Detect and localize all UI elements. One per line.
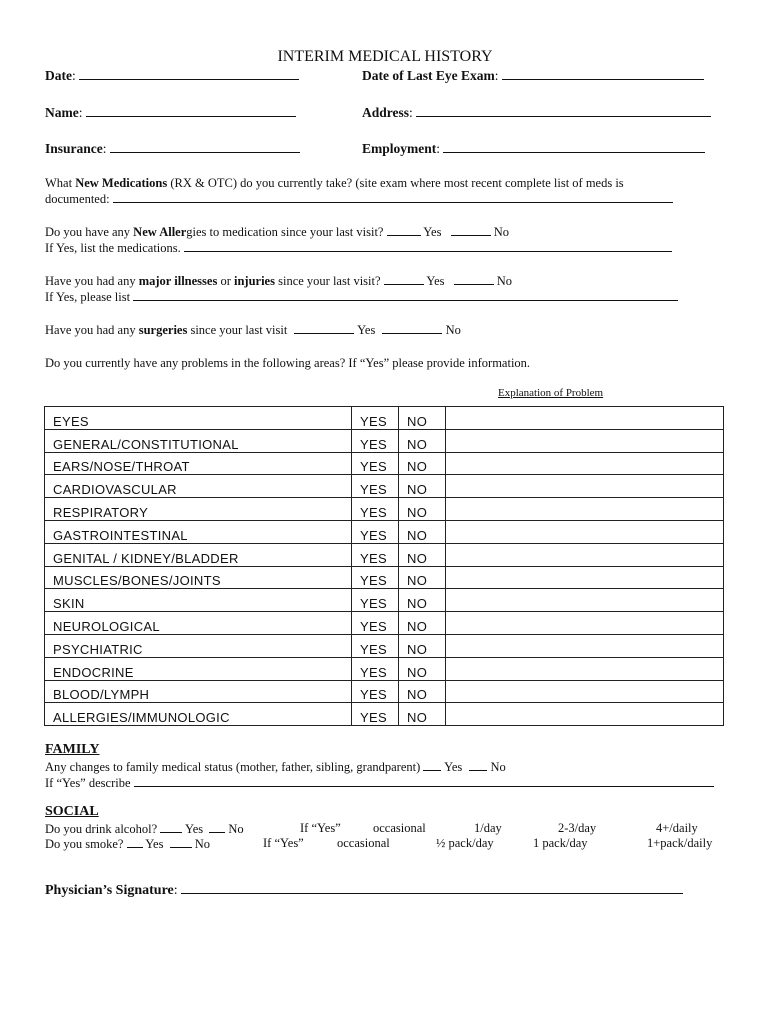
problem-explanation-cell[interactable] xyxy=(446,589,724,612)
table-row xyxy=(45,429,724,452)
problem-no-option[interactable]: NO xyxy=(399,498,446,521)
smoke-yes-blank[interactable] xyxy=(127,836,143,848)
problem-yes-option[interactable]: YES xyxy=(352,703,399,726)
table-row xyxy=(45,589,724,612)
table-row xyxy=(45,475,724,498)
last-eye-exam-label: Date of Last Eye Exam xyxy=(362,68,495,83)
problem-yes-option[interactable]: YES xyxy=(352,634,399,657)
problem-explanation-cell[interactable] xyxy=(446,612,724,635)
meds-blank[interactable] xyxy=(113,191,673,203)
problem-no-option[interactable]: NO xyxy=(399,543,446,566)
problem-no-option[interactable]: NO xyxy=(399,703,446,726)
allergy-list-blank[interactable] xyxy=(184,240,672,252)
name-field[interactable]: Name: xyxy=(45,105,296,121)
family-yes-label: Yes xyxy=(444,760,463,774)
illness-yes-label: Yes xyxy=(426,274,445,288)
alcohol-yes-blank[interactable] xyxy=(160,821,182,833)
illness-question xyxy=(45,273,678,305)
explanation-header: Explanation of Problem xyxy=(498,387,604,399)
table-row xyxy=(45,452,724,475)
problem-no-option[interactable]: NO xyxy=(399,475,446,498)
name-label: Name xyxy=(45,105,79,120)
problem-explanation-cell[interactable] xyxy=(446,407,724,430)
table-row xyxy=(45,634,724,657)
table-row xyxy=(45,543,724,566)
date-label: Date xyxy=(45,68,72,83)
meds-text: What xyxy=(45,176,76,190)
allergy-list-label: If Yes, list the medications. xyxy=(45,241,184,255)
problem-yes-option[interactable]: YES xyxy=(352,657,399,680)
allergy-yes-label: Yes xyxy=(423,225,442,239)
surgery-yes-blank[interactable] xyxy=(294,322,354,334)
illness-list-label: If Yes, please list xyxy=(45,290,134,304)
problem-area-label: RESPIRATORY xyxy=(45,498,352,521)
last-eye-exam-blank[interactable] xyxy=(502,68,704,80)
smoke-option-occasional[interactable]: occasional xyxy=(337,836,390,850)
social-heading: SOCIAL xyxy=(45,804,99,819)
problem-area-label: EYES xyxy=(45,407,352,430)
alcohol-option-occasional[interactable]: occasional xyxy=(373,821,426,835)
alcohol-no-blank[interactable] xyxy=(209,821,225,833)
family-yes-blank[interactable] xyxy=(423,759,441,771)
table-row xyxy=(45,657,724,680)
problem-explanation-cell[interactable] xyxy=(446,452,724,475)
smoke-no-label: No xyxy=(194,837,210,851)
problem-explanation-cell[interactable] xyxy=(446,498,724,521)
surgery-text: Have you had any xyxy=(45,323,139,337)
surgery-question xyxy=(45,322,461,338)
problem-area-label: EARS/NOSE/THROAT xyxy=(45,452,352,475)
smoke-no-blank[interactable] xyxy=(170,836,192,848)
problem-area-label: NEUROLOGICAL xyxy=(45,612,352,635)
problem-area-label: GASTROINTESTINAL xyxy=(45,520,352,543)
family-no-label: No xyxy=(490,760,506,774)
problem-yes-option[interactable]: YES xyxy=(352,543,399,566)
problems-table xyxy=(44,406,724,726)
illness-text-mid: or xyxy=(217,274,234,288)
alcohol-label: Do you drink alcohol? xyxy=(45,822,158,836)
problem-no-option[interactable]: NO xyxy=(399,520,446,543)
problem-no-option[interactable]: NO xyxy=(399,657,446,680)
problem-yes-option[interactable]: YES xyxy=(352,680,399,703)
alcohol-question xyxy=(45,821,244,837)
smoke-option-1plus-pack[interactable]: 1+pack/daily xyxy=(647,836,713,850)
problem-yes-option[interactable]: YES xyxy=(352,612,399,635)
table-row xyxy=(45,566,724,589)
signature-field[interactable]: Physician’s Signature: xyxy=(45,882,683,899)
problem-area-label: ENDOCRINE xyxy=(45,657,352,680)
alcohol-option-4-daily[interactable]: 4+/daily xyxy=(656,821,698,835)
problem-yes-option[interactable]: YES xyxy=(352,475,399,498)
problem-explanation-cell[interactable] xyxy=(446,543,724,566)
name-blank[interactable] xyxy=(86,105,296,117)
problem-yes-option[interactable]: YES xyxy=(352,429,399,452)
meds-text-post: (RX & OTC) do you currently take? (site exam where most recent complete list of meds is xyxy=(167,176,624,190)
problem-explanation-cell[interactable] xyxy=(446,680,724,703)
meds-documented-label: documented: xyxy=(45,192,113,206)
problem-no-option[interactable]: NO xyxy=(399,566,446,589)
illness-bold-1: major illnesses xyxy=(138,274,218,288)
table-row xyxy=(45,520,724,543)
employment-blank[interactable] xyxy=(443,141,705,153)
problem-area-label: GENERAL/CONSTITUTIONAL xyxy=(45,429,352,452)
problem-area-label: CARDIOVASCULAR xyxy=(45,475,352,498)
surgery-no-label: No xyxy=(445,323,461,337)
surgery-yes-label: Yes xyxy=(357,323,376,337)
family-describe-label: If “Yes” describe xyxy=(45,776,134,790)
family-describe-blank[interactable] xyxy=(134,775,714,787)
illness-list-blank[interactable] xyxy=(133,289,678,301)
smoke-question xyxy=(45,836,210,852)
family-no-blank[interactable] xyxy=(469,759,487,771)
illness-text-post: since your last visit? xyxy=(274,274,381,288)
medications-question xyxy=(45,175,673,207)
problem-area-label: SKIN xyxy=(45,589,352,612)
problem-explanation-cell[interactable] xyxy=(446,657,724,680)
problems-intro: Do you currently have any problems in the following areas? If “Yes” please provide information. xyxy=(45,356,531,370)
last-eye-exam-field[interactable]: Date of Last Eye Exam: xyxy=(362,68,704,84)
problem-no-option[interactable]: NO xyxy=(399,612,446,635)
meds-bold: New Medications xyxy=(75,176,168,190)
illness-text: Have you had any xyxy=(45,274,139,288)
family-question xyxy=(45,759,714,791)
insurance-field[interactable]: Insurance: xyxy=(45,141,300,157)
problem-yes-option[interactable]: YES xyxy=(352,407,399,430)
problem-explanation-cell[interactable] xyxy=(446,566,724,589)
allergy-text-post: gies to medication since your last visit? xyxy=(186,225,384,239)
illness-no-blank[interactable] xyxy=(454,273,494,285)
alcohol-no-label: No xyxy=(228,822,244,836)
smoke-if-yes: If “Yes” xyxy=(263,836,304,850)
problem-area-label: PSYCHIATRIC xyxy=(45,634,352,657)
alcohol-yes-label: Yes xyxy=(184,822,204,836)
problem-yes-option[interactable]: YES xyxy=(352,520,399,543)
date-field[interactable]: Date: xyxy=(45,68,299,84)
problem-explanation-cell[interactable] xyxy=(446,429,724,452)
illness-bold-2: injuries xyxy=(234,274,275,288)
table-row xyxy=(45,612,724,635)
problem-yes-option[interactable]: YES xyxy=(352,566,399,589)
alcohol-if-yes: If “Yes” xyxy=(300,821,341,835)
table-row xyxy=(45,498,724,521)
insurance-blank[interactable] xyxy=(110,141,300,153)
smoke-label: Do you smoke? xyxy=(45,837,124,851)
table-row xyxy=(45,703,724,726)
allergy-text: Do you have any xyxy=(45,225,134,239)
alcohol-option-2-3-day[interactable]: 2-3/day xyxy=(558,821,597,835)
employment-field[interactable]: Employment: xyxy=(362,141,705,157)
employment-label: Employment xyxy=(362,141,437,156)
problem-area-label: ALLERGIES/IMMUNOLOGIC xyxy=(45,703,352,726)
smoke-option-1-pack[interactable]: 1 pack/day xyxy=(533,836,588,850)
surgery-no-blank[interactable] xyxy=(382,322,442,334)
problem-area-label: MUSCLES/BONES/JOINTS xyxy=(45,566,352,589)
smoke-yes-label: Yes xyxy=(145,837,164,851)
signature-label: Physician’s Signature xyxy=(45,883,174,898)
address-field[interactable]: Address: xyxy=(362,105,711,121)
allergy-no-label: No xyxy=(493,225,509,239)
problem-yes-option[interactable]: YES xyxy=(352,589,399,612)
date-blank[interactable] xyxy=(79,68,299,80)
illness-no-label: No xyxy=(496,274,513,288)
problem-no-option[interactable]: NO xyxy=(399,634,446,657)
family-text: Any changes to family medical status (mother, father, sibling, grandparent) xyxy=(45,760,421,774)
problem-explanation-cell[interactable] xyxy=(446,520,724,543)
problem-no-option[interactable]: NO xyxy=(399,589,446,612)
table-row xyxy=(45,407,724,430)
problem-explanation-cell[interactable] xyxy=(446,634,724,657)
allergies-question xyxy=(45,224,672,256)
smoke-option-half-pack[interactable]: ½ pack/day xyxy=(436,836,494,850)
problem-no-option[interactable]: NO xyxy=(399,680,446,703)
insurance-label: Insurance xyxy=(45,141,103,156)
surgery-bold: surgeries xyxy=(138,323,188,337)
table-row xyxy=(45,680,724,703)
problem-yes-option[interactable]: YES xyxy=(352,498,399,521)
surgery-text-post: since your last visit xyxy=(187,323,288,337)
problem-no-option[interactable]: NO xyxy=(399,407,446,430)
family-heading: FAMILY xyxy=(45,742,100,757)
problem-no-option[interactable]: NO xyxy=(399,429,446,452)
problem-explanation-cell[interactable] xyxy=(446,475,724,498)
address-blank[interactable] xyxy=(416,105,711,117)
alcohol-option-1-day[interactable]: 1/day xyxy=(474,821,502,835)
problem-yes-option[interactable]: YES xyxy=(352,452,399,475)
form-title: INTERIM MEDICAL HISTORY xyxy=(277,48,493,65)
allergy-no-blank[interactable] xyxy=(451,224,491,236)
signature-blank[interactable] xyxy=(181,882,683,894)
problems-table-body xyxy=(45,407,724,726)
illness-yes-blank[interactable] xyxy=(384,273,424,285)
allergy-bold: New Aller xyxy=(133,225,187,239)
problem-no-option[interactable]: NO xyxy=(399,452,446,475)
problem-area-label: GENITAL / KIDNEY/BLADDER xyxy=(45,543,352,566)
allergy-yes-blank[interactable] xyxy=(387,224,421,236)
address-label: Address xyxy=(362,105,410,120)
problem-explanation-cell[interactable] xyxy=(446,703,724,726)
problem-area-label: BLOOD/LYMPH xyxy=(45,680,352,703)
